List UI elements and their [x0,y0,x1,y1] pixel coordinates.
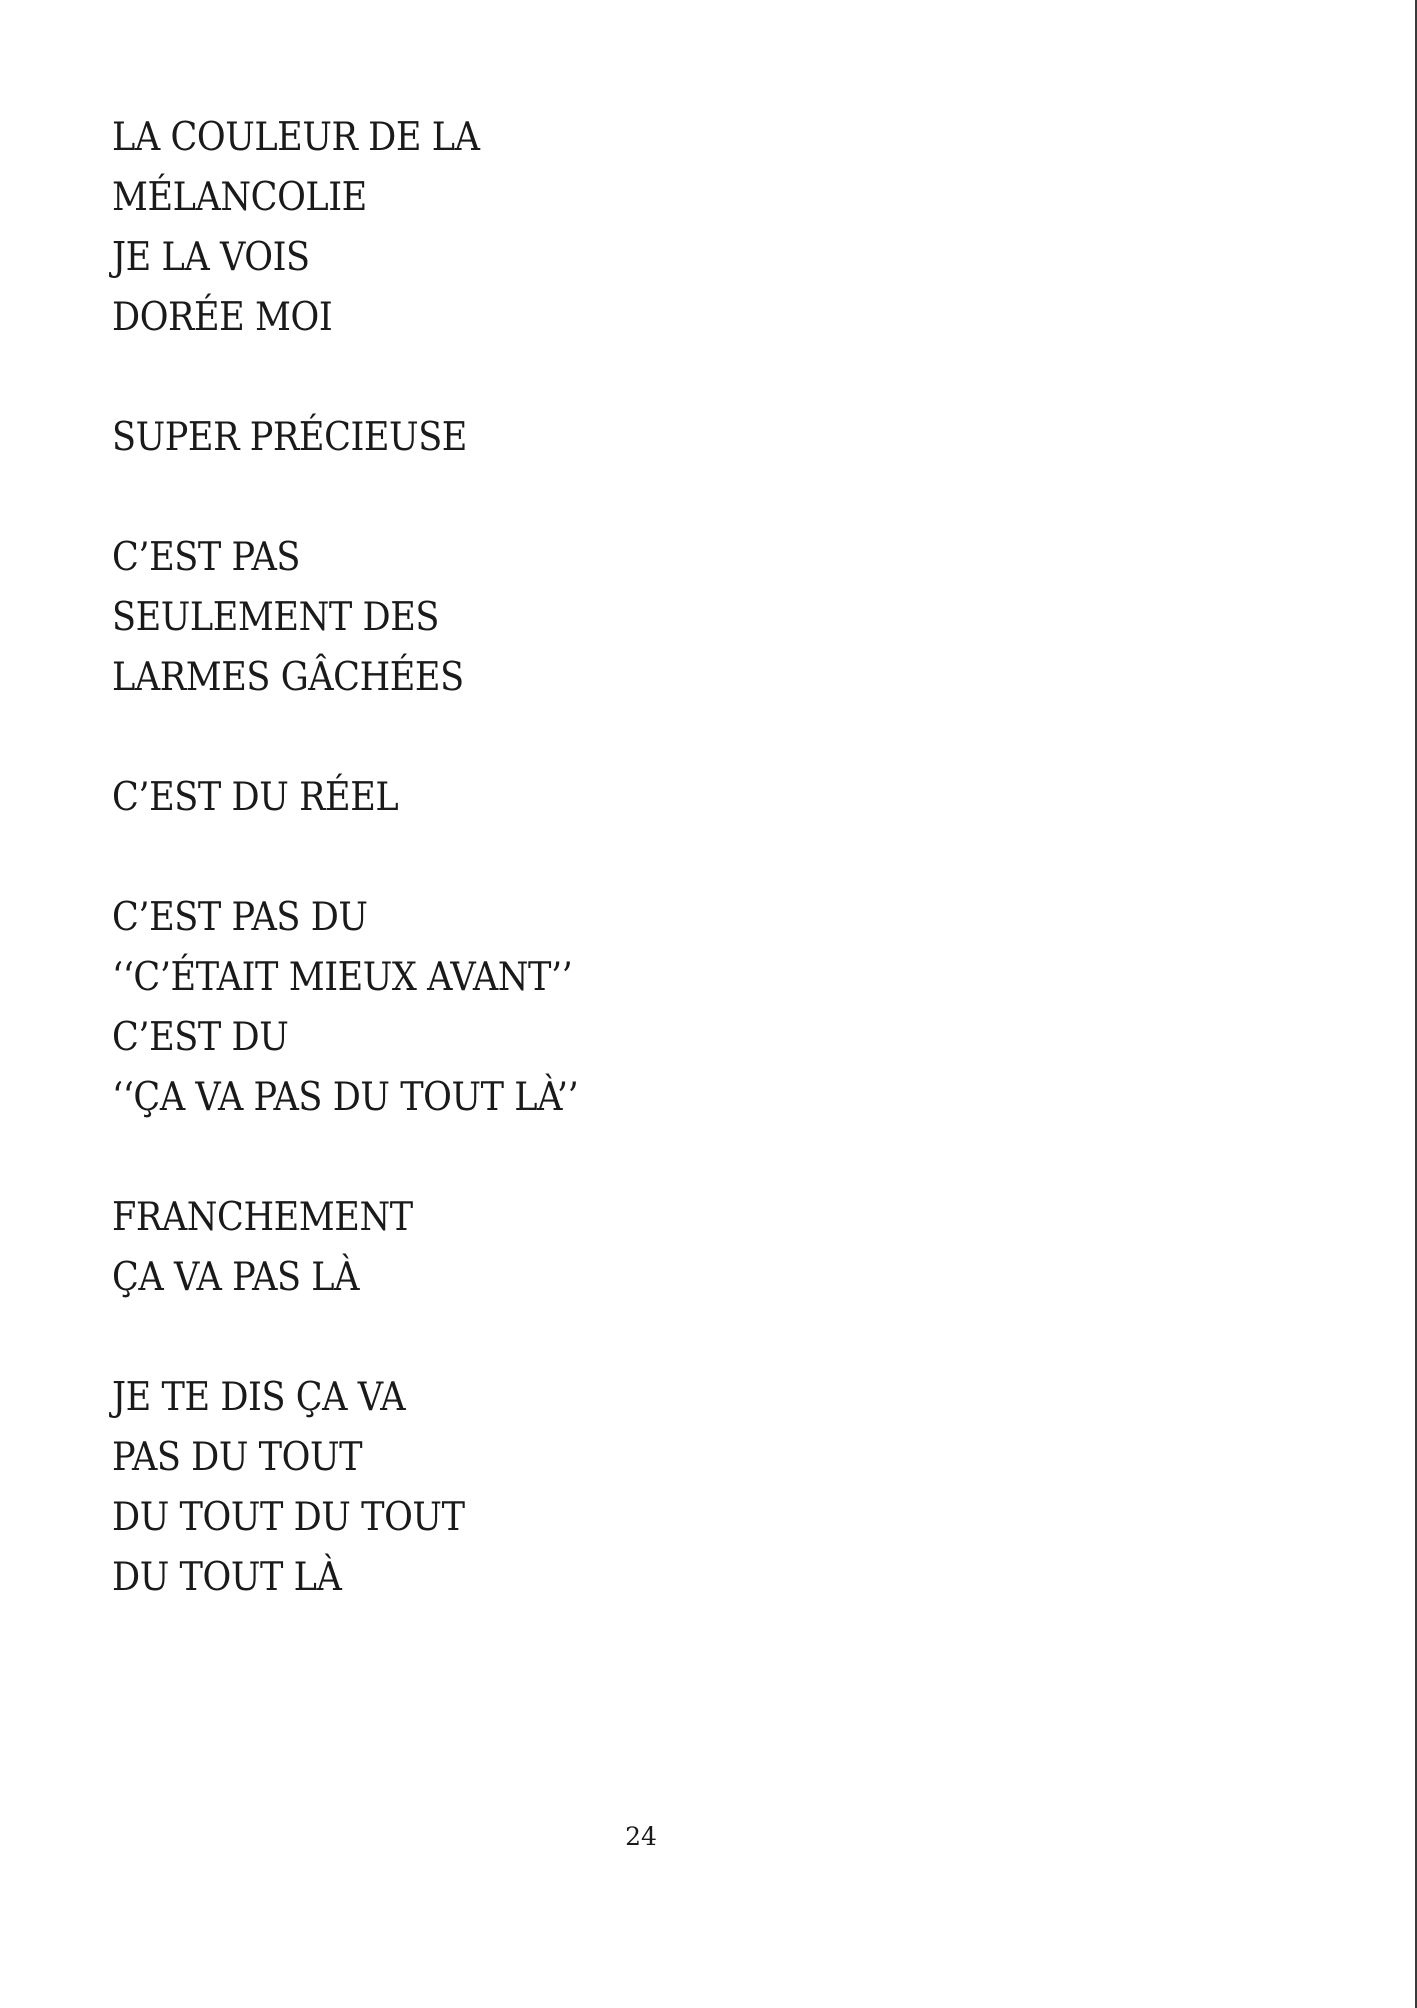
poem-line: MÉLANCOLIE [112,175,367,220]
poem-line: ‘‘C’ÉTAIT MIEUX AVANT’’ [112,955,573,1000]
stanza [112,528,1212,708]
stanza [112,768,1212,828]
stanza [112,888,1212,1128]
poem-line: LA COULEUR DE LA [112,115,480,160]
poem-line: DORÉE MOI [112,295,333,340]
poem-line: C’EST DU [112,1015,289,1060]
poem-line: LARMES GÂCHÉES [112,655,464,700]
poem-line: C’EST PAS [112,535,301,580]
poem-line: DU TOUT LÀ [112,1555,342,1600]
poem-line: SEULEMENT DES [112,595,439,640]
stanza [112,1368,1212,1608]
poem [112,108,1212,1668]
poem-line: ÇA VA PAS LÀ [112,1255,360,1300]
stanza [112,408,1212,468]
poem-line: C’EST PAS DU [112,895,368,940]
poem-line: PAS DU TOUT [112,1435,363,1480]
poem-line: JE TE DIS ÇA VA [112,1375,406,1420]
poem-line: ‘‘ÇA VA PAS DU TOUT LÀ’’ [112,1075,579,1120]
poem-line: JE LA VOIS [112,235,310,280]
poem-line: SUPER PRÉCIEUSE [112,415,467,460]
page-number: 24 [625,1822,657,1851]
stanza [112,1188,1212,1308]
poem-line: DU TOUT DU TOUT [112,1495,465,1540]
stanza [112,108,1212,348]
poem-line: C’EST DU RÉEL [112,775,399,820]
poem-line: FRANCHEMENT [112,1195,413,1240]
